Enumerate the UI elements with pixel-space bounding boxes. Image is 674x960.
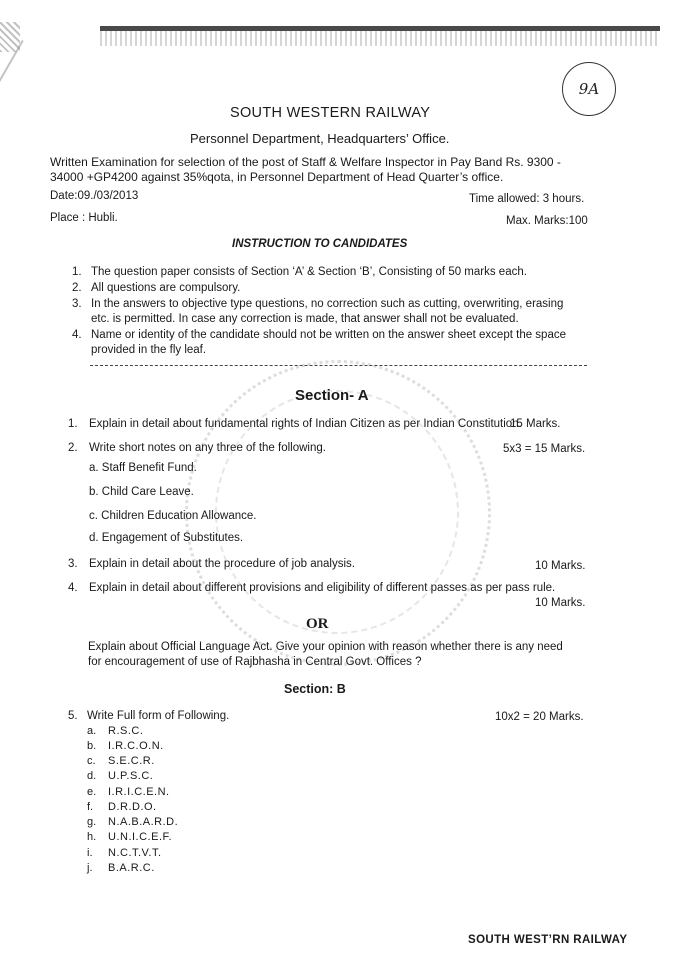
office-subtitle: Personnel Department, Headquarters’ Office. [190, 131, 450, 146]
q5-item: B.A.R.C. [108, 862, 155, 874]
q5-item-letter: b. [87, 740, 97, 752]
q5-item: S.E.C.R. [108, 755, 155, 767]
instruction-3-line-2: etc. is permitted. In case any correction is made, that answer shall not be evaluated. [91, 313, 519, 325]
q2-sub-c: c. Children Education Allowance. [89, 510, 257, 522]
q5-item: D.R.D.O. [108, 801, 157, 813]
footer-railway: SOUTH WEST’RN RAILWAY [468, 934, 628, 946]
description-line-2: 34000 +GP4200 against 35%qota, in Personnel Department of Head Quarter’s office. [50, 170, 504, 184]
q5-item-letter: a. [87, 725, 97, 737]
instruction-4-num: 4. [72, 329, 82, 341]
q2-text: Write short notes on any three of the following. [89, 442, 326, 454]
q5-marks: 10x2 = 20 Marks. [495, 711, 584, 723]
instructions-title: INSTRUCTION TO CANDIDATES [232, 238, 408, 250]
q5-item-letter: d. [87, 770, 97, 782]
divider [90, 365, 587, 366]
q1-marks: 15 Marks. [510, 418, 561, 430]
q5-item-letter: g. [87, 816, 97, 828]
q5-item-letter: h. [87, 831, 97, 843]
instruction-1: The question paper consists of Section ‘A’ & Section ‘B’, Consisting of 50 marks each. [91, 266, 527, 278]
q5-item: I.R.C.O.N. [108, 740, 164, 752]
scan-artifact-line [0, 40, 24, 180]
q4-marks: 10 Marks. [535, 597, 586, 609]
instruction-4-line-1: Name or identity of the candidate should not be written on the answer sheet except the space [91, 329, 566, 341]
description-line-1: Written Examination for selection of the post of Staff & Welfare Inspector in Pay Band Rs. 9300 - [50, 155, 561, 169]
q5-item: N.C.T.V.T. [108, 847, 162, 859]
or-separator: OR [306, 616, 329, 632]
scan-border-top [100, 26, 660, 46]
q2-marks: 5x3 = 15 Marks. [503, 443, 586, 455]
exam-date: Date:09./03/2013 [50, 190, 139, 202]
q4-text: Explain in detail about different provisions and eligibility of different passes as per pass rule. [89, 582, 556, 594]
q2-sub-d: d. Engagement of Substitutes. [89, 532, 244, 544]
q5-text: Write Full form of Following. [87, 710, 230, 722]
q5-item: U.N.I.C.E.F. [108, 831, 173, 843]
alt-question-line-1: Explain about Official Language Act. Give your opinion with reason whether there is any need [88, 641, 563, 653]
q3-marks: 10 Marks. [535, 560, 586, 572]
q3-num: 3. [68, 558, 78, 570]
instruction-2: All questions are compulsory. [91, 282, 241, 294]
q3-text: Explain in detail about the procedure of job analysis. [89, 558, 355, 570]
q5-item: U.P.S.C. [108, 770, 154, 782]
q1-text: Explain in detail about fundamental rights of Indian Citizen as per Indian Constitution. [89, 418, 522, 430]
section-a-title: Section- A [295, 387, 369, 404]
q5-item: R.S.C. [108, 725, 144, 737]
handwritten-mark: 9A [562, 62, 616, 116]
q2-sub-b: b. Child Care Leave. [89, 486, 194, 498]
org-title: SOUTH WESTERN RAILWAY [230, 105, 431, 121]
exam-place: Place : Hubli. [50, 212, 118, 224]
q5-item-letter: i. [87, 847, 93, 859]
q5-item-letter: e. [87, 786, 97, 798]
instruction-4-line-2: provided in the fly leaf. [91, 344, 207, 356]
q2-sub-a: a. Staff Benefit Fund. [89, 462, 197, 474]
q2-num: 2. [68, 442, 78, 454]
q5-num: 5. [68, 710, 78, 722]
q4-num: 4. [68, 582, 78, 594]
alt-question-line-2: for encouragement of use of Rajbhasha in Central Govt. Offices ? [88, 656, 422, 668]
q5-item-letter: f. [87, 801, 94, 813]
q5-item: N.A.B.A.R.D. [108, 816, 179, 828]
instruction-3-num: 3. [72, 298, 82, 310]
time-allowed: Time allowed: 3 hours. [469, 193, 585, 205]
instruction-1-num: 1. [72, 266, 82, 278]
section-b-title: Section: B [284, 682, 346, 696]
instruction-2-num: 2. [72, 282, 82, 294]
q1-num: 1. [68, 418, 78, 430]
q5-item-letter: c. [87, 755, 96, 767]
q5-item: I.R.I.C.E.N. [108, 786, 170, 798]
max-marks: Max. Marks:100 [506, 215, 588, 227]
instruction-3-line-1: In the answers to objective type questions, no correction such as cutting, overwriting, erasing [91, 298, 564, 310]
q5-item-letter: j. [87, 862, 93, 874]
